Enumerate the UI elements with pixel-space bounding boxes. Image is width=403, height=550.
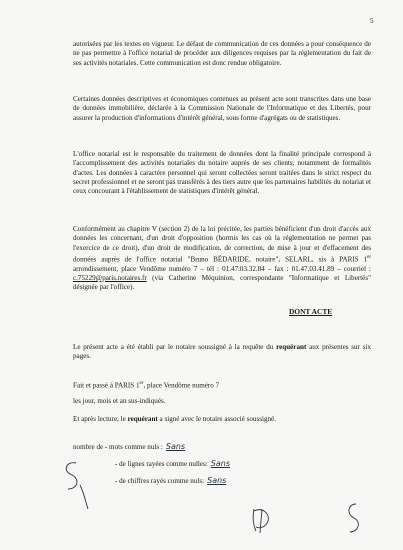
superscript-er-2: er xyxy=(139,381,144,386)
paragraph-acte-etabli xyxy=(73,343,371,362)
access-rights-text-1: Conformément au chapitre V (section 2) de la loi précitée, les parties bénéficient d'un droit d'accès aux données les concernant, d'un droit d'opposition (hormis les cas où la réglementation ne permet pas l'exercice de ce droit), d'un droit de modification, de correction, de mise à jour et d'effacement des données auprès de l'office notarial "Bruno BÉDARIDE, notaire", SELARL, sis à PARIS 1 xyxy=(73,225,371,264)
count-mots-label: - mots comme nuls : xyxy=(104,443,163,451)
handwritten-mots-value: Sans xyxy=(165,442,186,451)
date-line: les jour, mois et an sus-indiqués. xyxy=(73,397,166,405)
fait-text-2: , place Vendôme numéro 7 xyxy=(143,381,220,390)
superscript-er: er xyxy=(367,254,371,260)
page-number: 5 xyxy=(370,17,374,25)
count-chiffres-label: - de chiffres rayés comme nuls: xyxy=(115,477,205,485)
initials-signature-1 xyxy=(58,455,98,515)
initials-signature-2 xyxy=(248,505,278,535)
count-mots-row xyxy=(73,442,185,452)
count-lignes-row xyxy=(115,459,230,469)
requerant-bold-2: requérant xyxy=(127,415,158,423)
acte-text-1: Le présent acte a été établi par le notaire soussigné à la requête du xyxy=(73,343,277,351)
requerant-bold: requérant xyxy=(276,343,307,351)
fait-et-passe-line xyxy=(73,379,219,390)
paragraph-data-communication: autorisées par les textes en vigueur. Le défaut de communication de ces données a pour conséquence de ne pas permettre à l'office notarial de procéder aux diligences requises par la réglementation du fait de ses activités notariales. Cette communication est donc rendue obligatoire. xyxy=(73,40,371,67)
email-link[interactable]: c.75229@paris.notaires.fr xyxy=(73,273,147,282)
acte-text-2: aux présentes sur six pages. xyxy=(73,343,371,361)
paragraph-data-controller: L'office notarial est le responsable du traitement de données dont la finalité principale correspond à l'accomplissement des activités notariales du notaire auprès de ses clients, notamment de formalités d'actes. Les données à caractère personnel qui seront collectées seront traitées dans le strict respect du secret professionnel et ne seront pas transférés à des tiers autre que les partenaires habilités du notariat et ceux concourant à l'établissement de statistiques d'intérêt général. xyxy=(73,150,371,196)
paragraph-database-cnil: Certaines données descriptives et économiques contenues au présent acte sont transcrites dans une base de données immobilière, déclarée à la Commission Nationale de l'Informatique et des Libertés, pour assurer la production d'informations d'intérêt général, sous forme d'agrégats ou de statistiques. xyxy=(73,95,371,122)
signature-text-1: Et après lecture, le xyxy=(73,415,128,423)
count-chiffres-row xyxy=(115,476,226,486)
count-prefix: nombre de xyxy=(73,443,104,451)
access-rights-text-3: (via Catherine Méquinion, correspondante "Informatique et Libertés" désignée par l'office). xyxy=(73,273,371,292)
fait-text-1: Fait et passé à PARIS 1 xyxy=(73,381,140,390)
count-lignes-label: - de lignes rayées comme nulles: xyxy=(115,460,208,468)
paragraph-access-rights xyxy=(73,225,371,292)
access-rights-text-2: arrondissement, place Vendôme numéro 7 – tél : 01.47.03.32.84 – fax : 01.47.03.41.89 – courriel : xyxy=(73,264,371,273)
dont-acte-heading: DONT ACTE xyxy=(289,307,333,316)
handwritten-chiffres-value: Sans xyxy=(207,476,227,485)
signature-text-2: a signé avec le notaire associé soussigné. xyxy=(157,415,276,423)
signature-statement xyxy=(73,415,276,424)
handwritten-lignes-value: Sans xyxy=(210,459,230,468)
initials-signature-3 xyxy=(340,500,370,540)
